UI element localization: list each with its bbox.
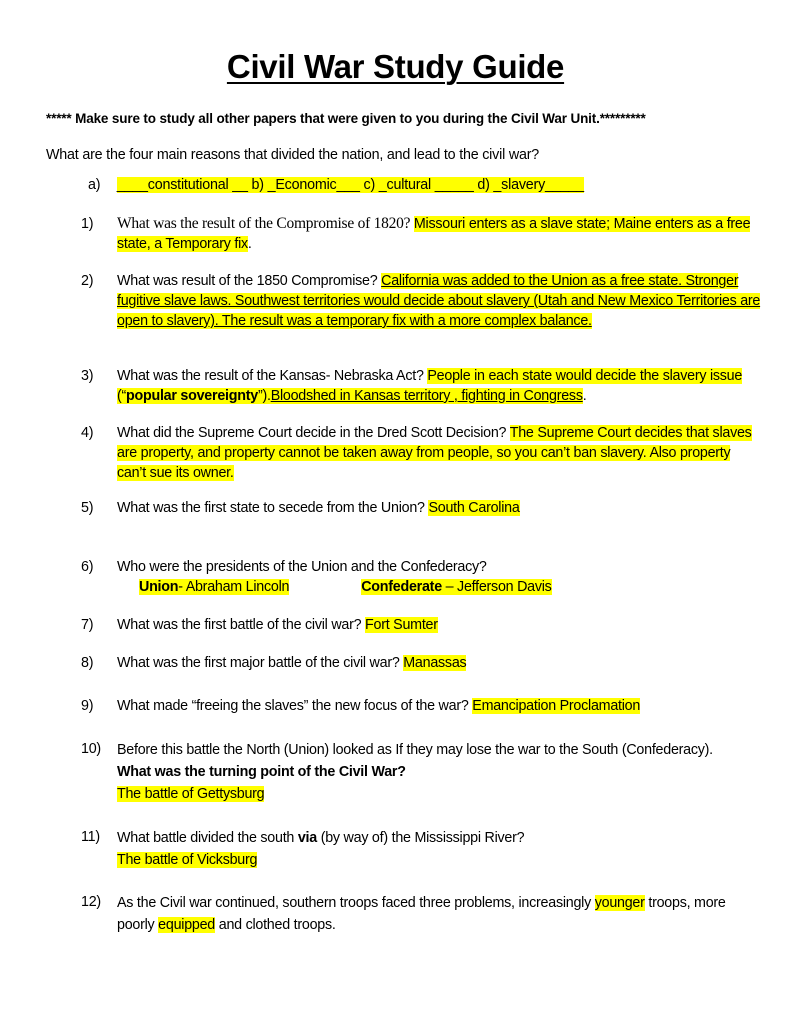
question-number: 1): [81, 216, 94, 232]
question-text: (by way of) the Mississippi River?: [316, 830, 525, 846]
union-president: - Abraham Lincoln: [178, 579, 290, 595]
answer-text: California was added to the Union as a free state. Stronger fugitive slave laws. Southwest territories would decide about slavery (Utah and New Mexico Territories are open to slavery). The result was a temporary fix with a more complex balance.: [117, 273, 761, 329]
question-number: 9): [81, 698, 94, 714]
question-number: 4): [81, 425, 94, 441]
question-6: [81, 557, 761, 597]
answer-text: People in each state would decide the slavery issue (“: [117, 368, 743, 404]
question-3: [81, 366, 761, 406]
answer-text: South Carolina: [428, 500, 520, 516]
question-text: What made “freeing the slaves” the new focus of the war?: [117, 698, 473, 714]
question-7: [81, 615, 761, 635]
answer-highlight-equipped: equipped: [158, 917, 216, 933]
confederate-label: Confederate: [361, 579, 442, 595]
question-number: 5): [81, 500, 94, 516]
confederate-president: – Jefferson Davis: [441, 579, 552, 595]
question-12: [81, 892, 761, 936]
question-number: 2): [81, 273, 94, 289]
question-number: 8): [81, 655, 94, 671]
question-text: What battle divided the south: [117, 830, 298, 846]
question-number: 11): [81, 829, 100, 845]
reasons-label: a): [88, 177, 101, 193]
question-number: 10): [81, 741, 101, 757]
question-text: As the Civil war continued, southern troops faced three problems, increasingly: [117, 895, 595, 911]
question-9: [81, 696, 761, 716]
four-reasons-answer: [88, 177, 584, 193]
union-label: Union: [139, 579, 179, 595]
question-number: 12): [81, 894, 101, 910]
answer-text: Manassas: [403, 655, 467, 671]
question-text: troops, more poorly: [117, 895, 726, 933]
question-text: What was the first battle of the civil war?: [117, 617, 366, 633]
answer-text: The Supreme Court decides that slaves are property, and property cannot be taken away from people, so you can’t ban slavery. Also property can’t sue its owner.: [117, 425, 752, 481]
question-number: 6): [81, 559, 94, 575]
question-10: [81, 739, 761, 805]
question-2: [81, 271, 761, 331]
question-1: [81, 214, 761, 254]
question-text: What was the first major battle of the civil war?: [117, 655, 404, 671]
answer-text: Fort Sumter: [365, 617, 438, 633]
page-title: Civil War Study Guide: [226, 48, 565, 85]
question-text: What was the first state to secede from the Union?: [117, 500, 429, 516]
question-text: What was the result of the Kansas- Nebraska Act?: [117, 368, 428, 384]
answer-text: Missouri enters as a slave state; Maine enters as a free state, a Temporary fix: [117, 216, 751, 252]
question-5: [81, 498, 761, 518]
answer-underlined: Bloodshed in Kansas territory , fighting in Congress: [270, 388, 583, 404]
question-bold-word: via: [297, 830, 317, 846]
question-8: [81, 653, 761, 673]
answer-text: The battle of Vicksburg: [117, 852, 258, 868]
question-4: [81, 423, 761, 483]
question-11: [81, 827, 761, 871]
answer-text: ”).: [257, 388, 271, 404]
question-number: 3): [81, 368, 94, 384]
study-note: ***** Make sure to study all other papers that were given to you during the Civil War Unit.*********: [46, 111, 646, 126]
answer-text: Emancipation Proclamation: [472, 698, 641, 714]
answer-text: The battle of Gettysburg: [117, 786, 265, 802]
reasons-answers: ____constitutional __ b) _Economic___ c) _cultural _____ d) _slavery_____: [116, 177, 584, 193]
question-text: and clothed troops.: [215, 917, 336, 933]
intro-question: What are the four main reasons that divided the nation, and lead to the civil war?: [46, 147, 540, 163]
answer-bold-term: popular sovereignty: [126, 388, 258, 404]
answer-highlight-younger: younger: [594, 895, 645, 911]
question-text: Before this battle the North (Union) looked as If they may lose the war to the South (Confederacy).: [117, 742, 713, 758]
question-bold-text: What was the turning point of the Civil War?: [117, 764, 406, 780]
question-text: What did the Supreme Court decide in the Dred Scott Decision?: [117, 425, 510, 441]
answer-tail: .: [247, 236, 252, 252]
question-text: What was result of the 1850 Compromise?: [117, 273, 382, 289]
answer-tail: .: [582, 388, 587, 404]
question-text: Who were the presidents of the Union and the Confederacy?: [117, 559, 487, 575]
question-number: 7): [81, 617, 94, 633]
question-text: What was the result of the Compromise of 1820?: [117, 215, 414, 232]
